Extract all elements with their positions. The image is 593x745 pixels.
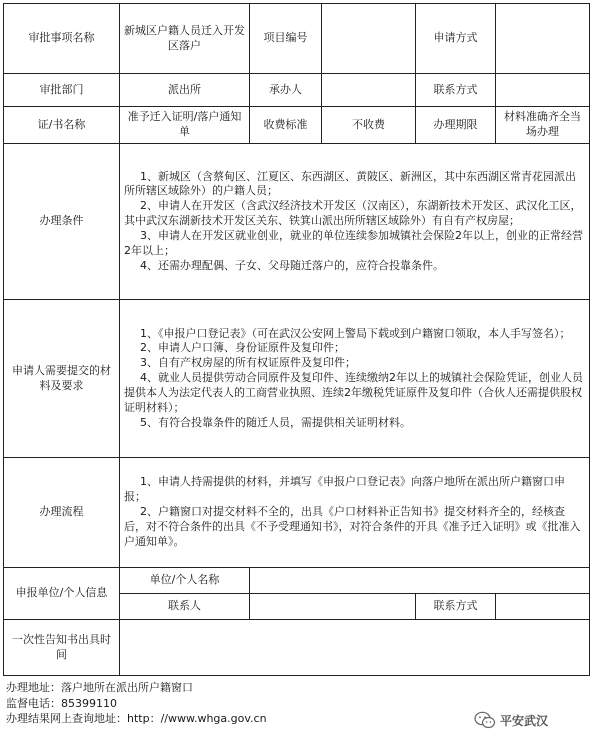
query-address-line: [6, 711, 267, 727]
period-value: 材料准确齐全当场办理: [496, 107, 590, 144]
applicant-label: 申报单位/个人信息: [4, 568, 120, 620]
materials-label: 申请人需要提交的材料及要求: [4, 300, 120, 458]
wechat-icon: [474, 711, 496, 729]
unit-name-label: 单位/个人名称: [120, 568, 250, 594]
apply-method-value: [496, 4, 590, 74]
row-materials: [4, 300, 590, 458]
conditions-body: [120, 144, 590, 300]
period-label: 办理期限: [416, 107, 496, 144]
supervision-label: 监督电话：: [6, 696, 61, 710]
materials-body: [120, 300, 590, 458]
contact-person-label: 联系人: [120, 594, 250, 620]
condition-item: 3、申请人在开发区就业创业，就业的单位连续参加城镇社会保险2年以上，创业的正常经营2年以上；: [124, 228, 583, 257]
supervision-phone-line: [6, 696, 267, 712]
cert-label: 证/书名称: [4, 107, 120, 144]
row-certificate: [4, 107, 590, 144]
handler-label: 承办人: [250, 74, 322, 107]
applicant-contact-method-value: [496, 594, 590, 620]
item-name-value: 新城区户籍人员迁入开发区落户: [120, 4, 250, 74]
material-item: 2、申请人户口簿、身份证原件及复印件；: [140, 341, 345, 355]
material-item: 3、自有产权房屋的所有权证原件及复印件；: [140, 356, 356, 370]
condition-item: 2、申请人在开发区（含武汉经济技术开发区（汉南区），东湖新技术开发区、武汉化工区，其中武汉东湖新技术开发区关东、铁箕山派出所所辖区域除外）有自有产权房屋；: [124, 199, 582, 228]
item-name-label: 审批事项名称: [4, 4, 120, 74]
condition-item: 1、新城区（含蔡甸区、江夏区、东西湖区、黄陂区、新洲区，其中东西湖区常青花园派出所所辖区域除外）的户籍人员；: [124, 169, 576, 198]
fee-value: 不收费: [322, 107, 416, 144]
fee-label: 收费标准: [250, 107, 322, 144]
office-address: 办理地址：落户地所在派出所户籍窗口: [6, 681, 193, 694]
material-item: 5、有符合投靠条件的随迁人员，需提供相关证明材料。: [140, 415, 411, 429]
cert-value: 准予迁入证明/落户通知单: [120, 107, 250, 144]
condition-item: 4、还需办理配偶、子女、父母随迁落户的，应符合投靠条件。: [140, 258, 444, 272]
process-item: 2、户籍窗口对提交材料不全的，出具《户口材料补正告知书》提交材料齐全的，经核查后，对不符合条件的出具《不予受理通知书》，对符合条件的开具《准予迁入证明》或《批准入户通知单》。: [124, 505, 581, 548]
material-item: 4、就业人员提供劳动合同原件及复印件、连续缴纳2年以上的城镇社会保险凭证，创业人员提供本人为法定代表人的工商营业执照、连续2年缴税凭证原件及复印件（合伙人还需提供股权证明材料）；: [124, 371, 583, 414]
approval-form-table: [3, 3, 590, 676]
row-dept: [4, 74, 590, 107]
unit-name-value: [250, 568, 590, 594]
applicant-contact-method-label: 联系方式: [416, 594, 496, 620]
contact-method-label: 联系方式: [416, 74, 496, 107]
row-process: [4, 458, 590, 568]
footer-info: [6, 680, 267, 727]
project-no-label: 项目编号: [250, 4, 322, 74]
process-label: 办理流程: [4, 458, 120, 568]
project-no-value: [322, 4, 416, 74]
contact-method-value: [496, 74, 590, 107]
apply-method-label: 申请方式: [416, 4, 496, 74]
watermark: [474, 711, 548, 729]
dept-value: 派出所: [120, 74, 250, 107]
watermark-text: 平安武汉: [500, 713, 549, 728]
query-url[interactable]: http：//www.whga.gov.cn: [127, 712, 267, 725]
material-item: 1、《申报户口登记表》（可在武汉公安网上警局下载或到户籍窗口领取，本人手写签名）；: [140, 326, 571, 340]
process-body: [120, 458, 590, 568]
notice-time-value: [120, 620, 590, 676]
supervision-phone: 85399110: [61, 696, 117, 710]
process-item: 1、申请人持需提供的材料，并填写《申报户口登记表》向落户地所在派出所户籍窗口申报；: [124, 475, 565, 504]
dept-label: 审批部门: [4, 74, 120, 107]
row-notice-time: [4, 620, 590, 676]
conditions-label: 办理条件: [4, 144, 120, 300]
row-applicant-name: [4, 568, 590, 594]
row-conditions: [4, 144, 590, 300]
notice-time-label: 一次性告知书出具时间: [4, 620, 120, 676]
contact-person-value: [250, 594, 416, 620]
handler-value: [322, 74, 416, 107]
query-label: 办理结果网上查询地址：: [6, 712, 127, 725]
row-item-name: [4, 4, 590, 74]
